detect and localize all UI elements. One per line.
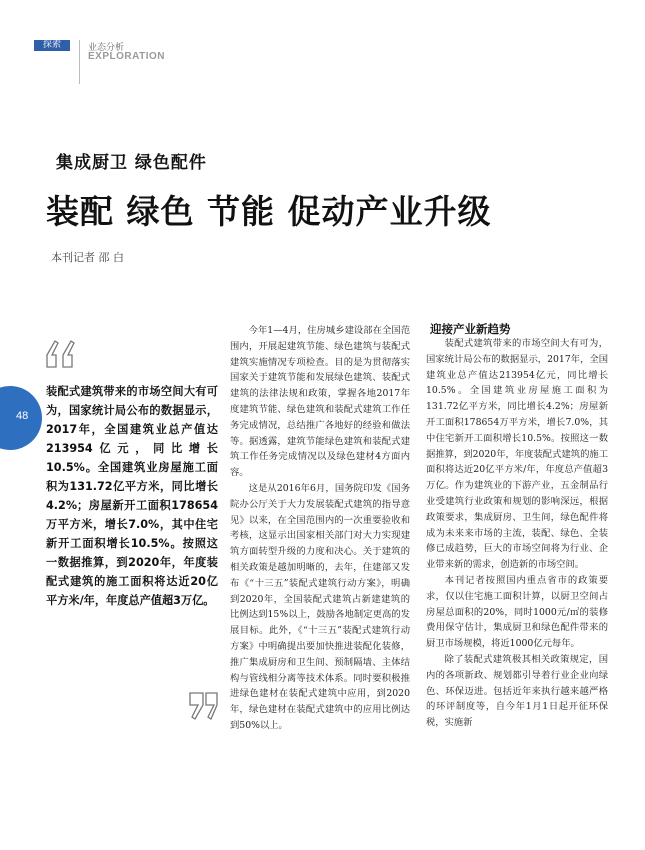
open-quote-icon (44, 338, 78, 370)
body-paragraph: 今年1—4月，住房城乡建设部在全国范围内，开展起建筑节能、绿色建筑与装配式建筑实施情况专项检查。目的是为贯彻落实国家关于建筑节能和发展绿色建筑、装配式建筑的法律法规和政策，掌握各地2017年度建筑节能、绿色建筑和装配式建筑工作任务完成情况，总结推广各地好的经验和做法等。据透露，建筑节能绿色建筑和装配式建筑工作任务完成情况以及绿色建材4方面内容。 (230, 325, 410, 479)
section-name-en: EXPLORATION (88, 51, 165, 62)
header-divider (79, 40, 80, 84)
page-number: 48 (16, 410, 29, 422)
section-tag-underline (34, 50, 70, 51)
section-heading: 迎接产业新趋势 (430, 322, 511, 336)
body-column-right (426, 336, 608, 731)
article-author: 本刊记者 邵 白 (51, 251, 124, 264)
section-name-cn: 业态分析 (88, 43, 125, 53)
article-title: 装配 绿色 节能 促动产业升级 (46, 192, 492, 231)
body-paragraph: 本刊记者按照国内重点省市的政策要求，仅以住宅施工面积计算，以厨卫空间占房屋总面积的20%，同时1000元/㎡的装修费用保守估计，集成厨卫和绿色配件带来的厨卫市场规模，将近1000亿元每年。 (426, 574, 608, 650)
body-paragraph: 这是从2016年6月，国务院印发《国务院办公厅关于大力发展装配式建筑的指导意见》以来，在全国范围内的一次重要验收和考核，这显示出国家相关部门对大力实现建筑方面转型升级的力度和决心。关于建筑的相关政策是越加明晰的，去年，住建部又发布《“十三五”装配式建筑行动方案》，明确到2020年，全国装配式建筑占新建建筑的比例达到15%以上，鼓励各地制定更高的发展目标。此外，《“十三五”装配式建筑行动方案》中明确提出要加快推进装配化装修，推广集成厨房和卫生间、预制隔墙、主体结构与管线相分离等技术体系。同时要积极推进绿色建材在装配式建筑中应用，到2020年，绿色建材在装配式建筑中的应用比例达到50%以上。 (230, 482, 410, 731)
close-quote-icon (186, 690, 220, 722)
article-subtitle: 集成厨卫 绿色配件 (56, 153, 207, 173)
body-paragraph: 除了装配式建筑极其相关政策规定，国内的各项新政、规划都引导着行业企业向绿色、环保迈进。包括近年来执行越来越严格的环评制度等，自今年1月1日起开征环保税，实施新 (426, 653, 608, 729)
section-tag: 探索 (34, 40, 70, 50)
body-paragraph: 装配式建筑带来的市场空间大有可为，国家统计局公布的数据显示，2017年，全国建筑业总产值达213954亿元，同比增长10.5%。全国建筑业房屋施工面积为131.72亿平方米，同比增长4.2%；房屋新开工面积178654万平方米，增长7.0%，其中住宅新开工面积增长10.5%。按照这一数据推算，到2020年，年度装配式建筑的施工面积将达近20亿平方米/年，年度总产值超3万亿。作为建筑业的下游产业，五金制品行业受建筑行业政策和规划的影响深远，根据政策要求，集成厨房、卫生间，绿色配件将成为未来来市场的主流，装配、绿色、全装修已成趋势，巨大的市场空间将为行业、企业带来新的需求，创造新的市场空间。 (426, 338, 608, 571)
body-column-middle (230, 323, 410, 734)
pull-quote: 装配式建筑带来的市场空间大有可为，国家统计局公布的数据显示，2017年，全国建筑业总产值达213954亿元，同比增长10.5%。全国建筑业房屋施工面积为131.72亿平方米，同比增长4.2%；房屋新开工面积178654万平方米，增长7.0%，其中住宅新开工面积增长10.5%。按照这一数据推算，到2020年，年度装配式建筑的施工面积将达近20亿平方米/年，年度总产值超3万亿。 (46, 385, 218, 607)
